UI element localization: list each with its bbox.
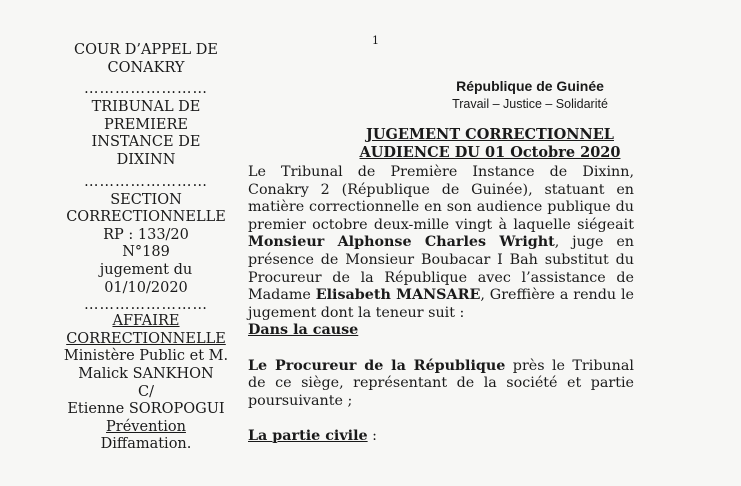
judgment-body bbox=[248, 164, 634, 446]
judgment-title-line-2: AUDIENCE DU 01 Octobre 2020 bbox=[359, 144, 621, 161]
tribunal-line-4: DIXINN bbox=[116, 151, 176, 168]
separator-dots: …………………… bbox=[84, 173, 208, 190]
intro-text-a: Le Tribunal de Première Instance de Dixinn, Conakry 2 (République de Guinée), statuant en matière correctionnelle en son audience publique du premier octobre deux-mille vingt à laquelle siégeait bbox=[248, 164, 634, 233]
parties-line-2: Malick SANKHON bbox=[78, 365, 214, 382]
judge-name: Monsieur Alphonse Charles Wright bbox=[248, 234, 555, 251]
judgment-date: 01/10/2020 bbox=[104, 279, 188, 296]
prevention-value: Diffamation. bbox=[100, 436, 192, 453]
affaire-title-line-2: CORRECTIONNELLE bbox=[66, 330, 226, 347]
section-line-1: SECTION bbox=[110, 191, 182, 208]
prevention-label: Prévention bbox=[106, 418, 186, 435]
dans-la-cause-heading: Dans la cause bbox=[248, 322, 359, 339]
procureur-text: près le Tribunal de ce siège, représentant de la société et partie poursuivante ; bbox=[248, 357, 634, 409]
separator-dots: …………………… bbox=[84, 81, 208, 98]
intro-text-b: , juge en présence de Monsieur Boubacar I Bah substitut du Procureur de la République avec l’assistance de Madame bbox=[248, 234, 634, 304]
page-number: 1 bbox=[372, 34, 379, 47]
section-line-2: CORRECTIONNELLE bbox=[66, 209, 226, 226]
court-name-line-1: COUR D’APPEL DE bbox=[74, 42, 218, 58]
procureur-label: Le Procureur de la République bbox=[248, 357, 506, 374]
case-summary-column bbox=[40, 42, 252, 454]
partie-civile-heading: La partie civile bbox=[248, 427, 368, 444]
procureur-paragraph bbox=[248, 358, 634, 411]
affaire-title-line-1: AFFAIRE bbox=[112, 313, 180, 330]
partie-civile-paragraph bbox=[248, 428, 634, 446]
tribunal-line-2: PREMIERE bbox=[104, 116, 188, 133]
parties-versus: C/ bbox=[138, 383, 154, 400]
republic-name: République de Guinée bbox=[456, 78, 604, 94]
judgment-title bbox=[330, 126, 650, 162]
clerk-name: Elisabeth MANSARE bbox=[315, 287, 481, 304]
judgment-number: N°189 bbox=[122, 244, 170, 261]
republic-motto: Travail – Justice – Solidarité bbox=[452, 97, 608, 111]
parties-line-3: Etienne SOROPOGUI bbox=[67, 401, 225, 418]
republic-header bbox=[410, 78, 650, 111]
court-name-line-2: CONAKRY bbox=[107, 59, 185, 76]
judgment-date-label: jugement du bbox=[99, 261, 193, 278]
tribunal-line-1: TRIBUNAL DE bbox=[91, 99, 201, 116]
judgment-title-line-1: JUGEMENT CORRECTIONNEL bbox=[366, 126, 614, 143]
rp-number: RP : 133/20 bbox=[103, 226, 189, 243]
partie-civile-suffix: : bbox=[367, 427, 377, 444]
tribunal-line-3: INSTANCE DE bbox=[91, 134, 201, 151]
intro-text-c: , Greffière a rendu le jugement dont la teneur suit : bbox=[248, 287, 634, 321]
parties-line-1: Ministère Public et M. bbox=[63, 348, 229, 365]
intro-paragraph bbox=[248, 164, 634, 322]
separator-dots: …………………… bbox=[84, 297, 208, 314]
